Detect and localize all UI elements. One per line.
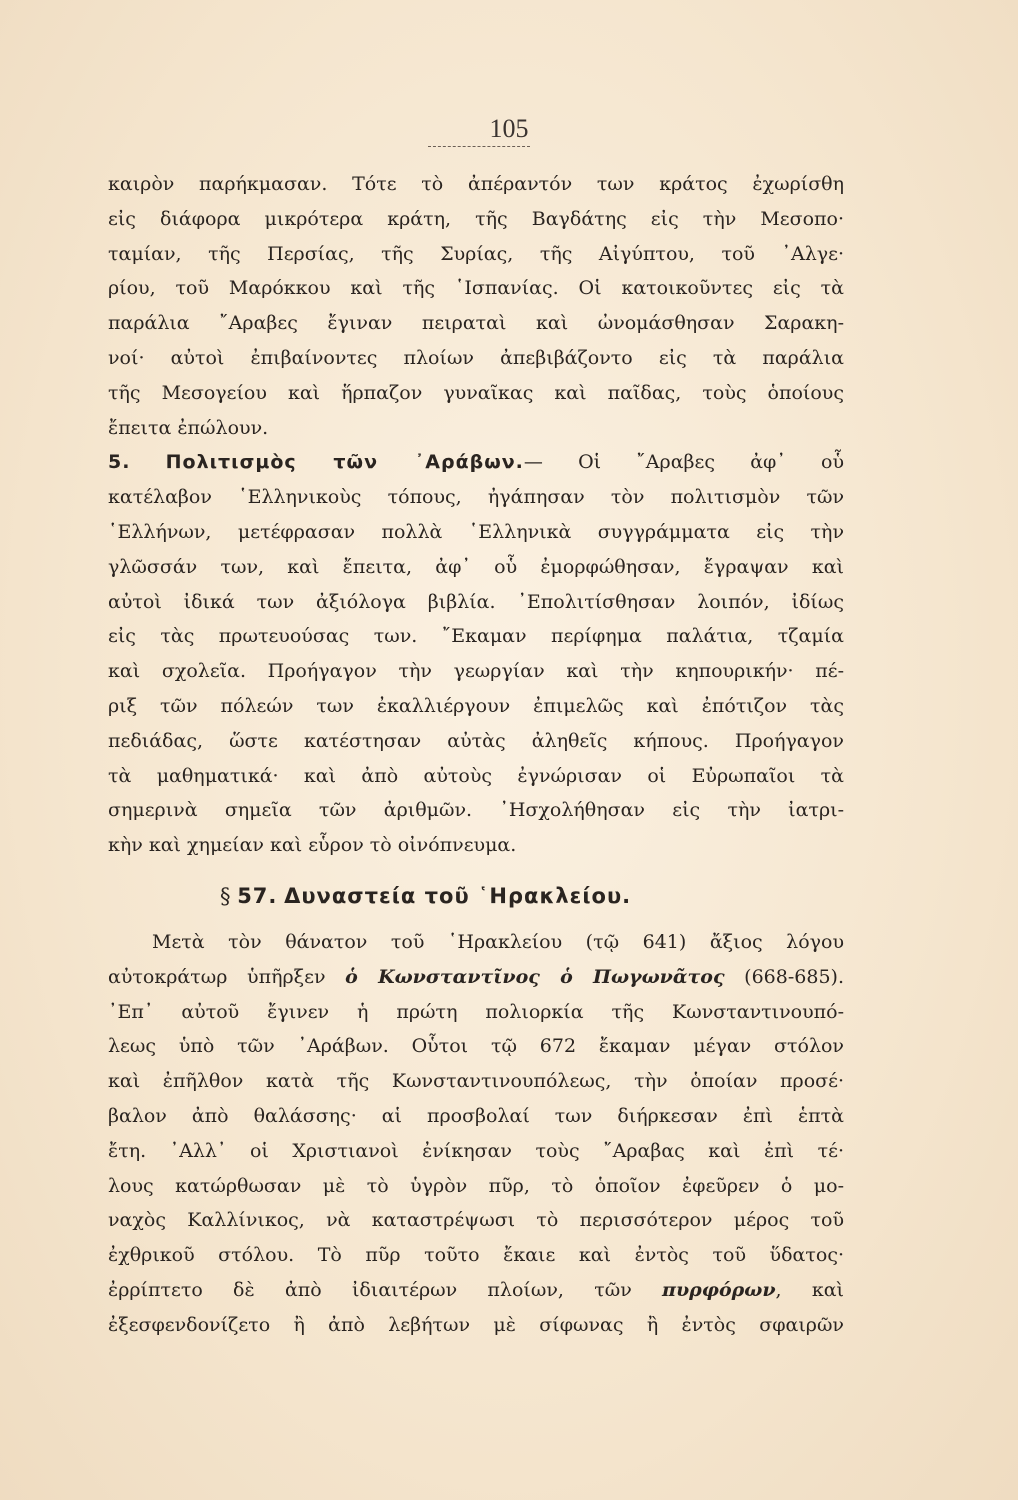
text-line: τὰ μαθηματικά· καὶ ἀπὸ αὐτοὺς ἐγνώρισαν οἱ Εὐρωπαῖοι τὰ (108, 764, 844, 787)
text-fragment: ἐρρίπτετο δὲ ἀπὸ ἰδιαιτέρων πλοίων, τῶν (108, 1278, 663, 1301)
text-line: κατέλαβον ῾Ελληνικοὺς τόπους, ἠγάπησαν τὸν πολιτισμὸν τῶν (108, 486, 844, 509)
text-line: εἰς τὰς πρωτευούσας των. ῎Εκαμαν περίφημα παλάτια, τζαμία (108, 625, 844, 648)
paragraph-arab-civilization (108, 445, 844, 863)
section-title: Δυναστεία τοῦ ῾Ηρακλείου. (284, 883, 632, 908)
text-line (108, 1273, 844, 1308)
text-line: ᾿Επ᾿ αὐτοῦ ἔγινεν ἡ πρώτη πολιορκία τῆς Κωνσταντινουπό- (108, 1000, 844, 1023)
section-number: 57. (237, 883, 278, 908)
text-line: ἐχθρικοῦ στόλου. Τὸ πῦρ τοῦτο ἔκαιε καὶ ἐντὸς τοῦ ὕδατος· (108, 1244, 844, 1267)
text-line: παράλια ῎Αραβες ἔγιναν πειραταὶ καὶ ὠνομάσθησαν Σαρακη- (108, 312, 844, 335)
text-line: γλῶσσάν των, καὶ ἔπειτα, ἀφ᾿ οὗ ἐμορφώθησαν, ἔγραψαν καὶ (108, 555, 844, 578)
section-heading (108, 867, 844, 925)
text-line: σημερινὰ σημεῖα τῶν ἀριθμῶν. ᾿Ησχολήθησαν εἰς τὴν ἰατρι- (108, 799, 844, 822)
text-fragment: — Οἱ ῎Αραβες ἀφ᾿ οὗ (523, 451, 845, 474)
text-line: Μετὰ τὸν θάνατον τοῦ ῾Ηρακλείου (τῷ 641) ἄξιος λόγου (152, 930, 844, 953)
paragraph-title: Πολιτισμὸς τῶν ᾿Αράβων. (165, 451, 524, 474)
text-line: καὶ σχολεῖα. Προήγαγον τὴν γεωργίαν καὶ τὴν κηπουρικήν· πέ- (108, 660, 844, 683)
text-line: λεως ὑπὸ τῶν ᾿Αράβων. Οὗτοι τῷ 672 ἔκαμαν μέγαν στόλον (108, 1035, 844, 1058)
text-line: ἔτη. ᾿Αλλ᾿ οἱ Χριστιανοὶ ἐνίκησαν τοὺς ῎Αραβας καὶ ἐπὶ τέ· (108, 1139, 844, 1162)
text-line: ἔπειτα ἐπώλουν. (108, 416, 269, 439)
text-line: ἐξεσφενδονίζετο ἢ ἀπὸ λεβήτων μὲ σίφωνας ἢ ἐντὸς σφαιρῶν (108, 1313, 844, 1336)
text-line: λους κατώρθωσαν μὲ τὸ ὑγρὸν πῦρ, τὸ ὁποῖον ἐφεῦρεν ὁ μο- (108, 1174, 844, 1197)
text-fragment: , καὶ (775, 1278, 844, 1301)
text-line: εἰς διάφορα μικρότερα κράτη, τῆς Βαγδάτης εἰς τὴν Μεσοπο· (108, 207, 844, 230)
text-line: νοί· αὐτοὶ ἐπιβαίνοντες πλοίων ἀπεβιβάζοντο εἰς τὰ παράλια (108, 346, 844, 369)
page-number: 105 (489, 114, 529, 143)
text-line: καιρὸν παρήκμασαν. Τότε τὸ ἀπέραντόν των κράτος ἐχωρίσθη (108, 173, 844, 195)
text-line: κὴν καὶ χημείαν καὶ εὗρον τὸ οἰνόπνευμα. (108, 834, 517, 857)
text-line: ριξ τῶν πόλεών των ἐκαλλιέργουν ἐπιμελῶς καὶ ἐπότιζον τὰς (108, 694, 844, 717)
text-fragment: (668-685). (724, 965, 844, 988)
body-text (108, 167, 844, 1343)
emphasized-name: ὁ Κωνσταντῖνος ὁ Πωγωνᾶτος (345, 965, 725, 988)
text-line: ρίου, τοῦ Μαρόκκου καὶ τῆς ῾Ισπανίας. Οἱ κατοικοῦντες εἰς τὰ (108, 277, 844, 300)
text-line: καὶ ἐπῆλθον κατὰ τῆς Κωνσταντινουπόλεως, τὴν ὁποίαν προσέ· (108, 1070, 844, 1093)
text-line: βαλον ἀπὸ θαλάσσης· αἱ προσβολαί των διήρκεσαν ἐπὶ ἑπτὰ (108, 1104, 844, 1127)
text-fragment: αὐτοκράτωρ ὑπῆρξεν (108, 965, 346, 988)
emphasized-term: πυρφόρων (662, 1278, 776, 1301)
text-line: ναχὸς Καλλίνικος, νὰ καταστρέψωσι τὸ περισσότερον μέρος τοῦ (108, 1209, 844, 1232)
section-symbol: § (220, 883, 231, 908)
paragraph-number: 5. (108, 451, 131, 474)
text-line: τῆς Μεσογείου καὶ ἥρπαζον γυναῖκας καὶ παῖδας, τοὺς ὁποίους (108, 381, 844, 404)
text-line: αὐτοὶ ἰδικά των ἀξιόλογα βιβλία. ᾿Επολιτίσθησαν λοιπόν, ἰδίως (108, 590, 844, 613)
text-line: ῾Ελλήνων, μετέφρασαν πολλὰ ῾Ελληνικὰ συγγράμματα εἰς τὴν (108, 520, 844, 543)
text-line: ταμίαν, τῆς Περσίας, τῆς Συρίας, τῆς Αἰγύπτου, τοῦ ᾿Αλγε· (108, 242, 844, 265)
page-number-rule (428, 146, 530, 147)
text-line (108, 960, 844, 995)
paragraph-arab-states (108, 167, 844, 445)
paragraph-heading-line (108, 445, 844, 480)
paragraph-heraclian-dynasty (108, 925, 844, 1343)
text-line: πεδιάδας, ὥστε κατέστησαν αὐτὰς ἀληθεῖς κήπους. Προήγαγον (108, 729, 844, 752)
